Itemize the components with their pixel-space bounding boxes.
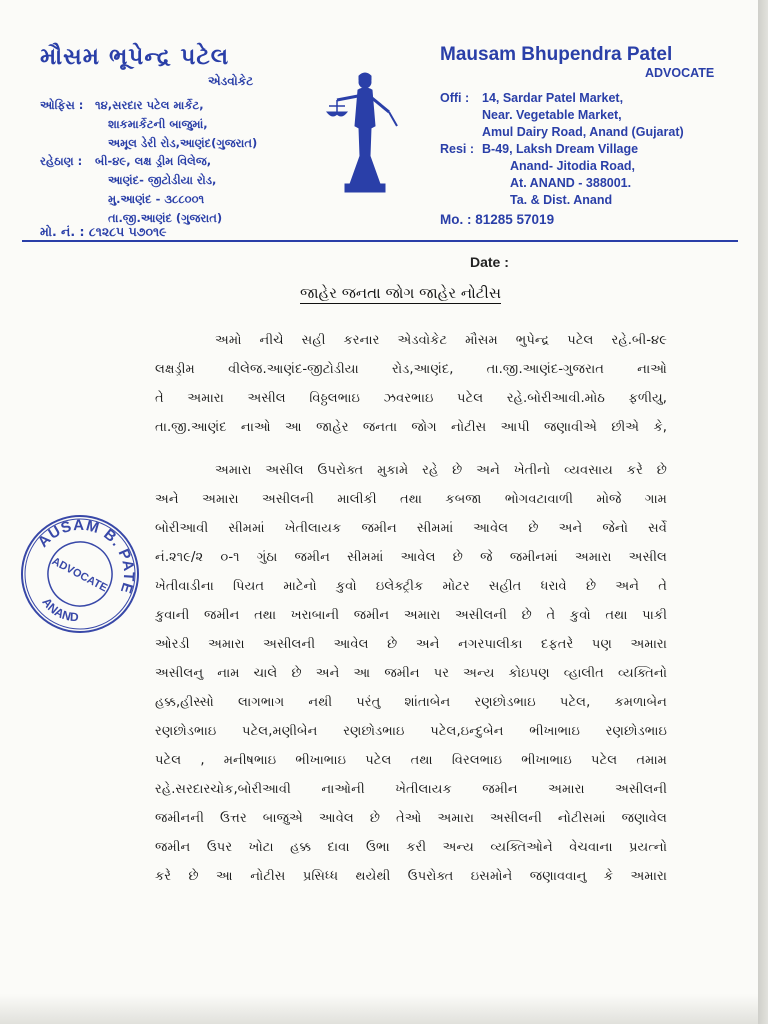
paragraph-line: અને અમારા અસીલની માલીકી તથા કબજા ભોગવટાવાળી મોજે ગામ (155, 492, 667, 507)
residence-label: Resi : (440, 142, 475, 156)
letterhead-office-english (440, 90, 684, 141)
paragraph-line: રણછોડભાઇ પટેલ,મણીબેન રણછોડભાઇ પટેલ,ઇન્દુબેન ભીખાભાઇ રણછોડભાઇ (155, 724, 667, 739)
residence-line: મુ.આણંદ - ૩૮૮૦૦૧ (108, 192, 205, 206)
office-line: ૧૪,સરદાર પટેલ માર્કેટ, (95, 98, 204, 112)
paragraph-line: અસીલનુ નામ ચાલે છે અને આ જમીન પર અન્ય કોઇપણ વ્હાલીત વ્યક્તિનો (155, 666, 667, 681)
svg-text:ADVOCATE: ADVOCATE (49, 555, 110, 595)
paragraph-line: બોરીઆવી સીમમાં ખેતીલાયક જમીન સીમમાં આવેલ છે અને જેનો સર્વે (155, 521, 667, 536)
letterhead-residence-gujarati (40, 152, 222, 228)
advocate-stamp (18, 512, 142, 636)
letterhead-divider (22, 240, 738, 242)
paragraph-line: કુવાની જમીન તથા ખરાબાની જમીન અમારા અસીલની છે તે કુવો તથા પાકી (155, 608, 667, 623)
residence-line: બી-૪૯, લક્ષ ડ્રીમ વિલેજ, (95, 154, 212, 168)
office-line: Near. Vegetable Market, (482, 108, 622, 122)
residence-line: At. ANAND - 388001. (510, 176, 632, 190)
paragraph-line: કરે છે આ નોટીસ પ્રસિધ્ધ થયેથી ઉપરોક્ત ઇસમોને જણાવવાનુ કે અમારા (155, 869, 667, 884)
office-line: Amul Dairy Road, Anand (Gujarat) (482, 125, 684, 139)
lady-justice-icon (325, 66, 405, 194)
date-label: Date : (470, 254, 509, 270)
svg-text:MAUSAM B. PATEL: MAUSAM B. PATEL (34, 516, 138, 597)
paragraph-line: અમો નીચે સહી કરનાર એડવોકેટ મૌસમ ભુપેન્દ્ર પટેલ રહે.બી-૪૯ (215, 333, 667, 348)
paragraph-line: નં.૨૧૯/૨ ૦-૧ ગુંઠા જમીન સીમમાં આવેલ છે જે જમીનમાં અમારા અસીલ (155, 550, 667, 565)
notice-paragraph-2 (155, 456, 667, 891)
letterhead-role-gujarati: એડવોકેટ (208, 74, 254, 88)
letterhead-mobile-english: Mo. : 81285 57019 (440, 212, 555, 227)
residence-line: B-49, Laksh Dream Village (482, 142, 639, 156)
paragraph-line: રહે.સરદારચોક,બોરીઆવી નાઓની ખેતીલાયક જમીન અમારા અસીલની (155, 782, 667, 797)
paragraph-line: લક્ષડ્રીમ વીલેજ.આણંદ-જીટોડીયા રોડ,આણંદ, તા.જી.આણંદ-ગુજરાત નાઓ (155, 362, 667, 377)
page-edge (758, 0, 768, 1024)
paragraph-line: ખેતીવાડીના પિયત માટેનો કુવો ઇલેક્ટ્રીક મોટર સહીત ધરાવે છે અને તે (155, 579, 667, 594)
letterhead-role-english: ADVOCATE (645, 66, 715, 80)
letterhead-name-english: Mausam Bhupendra Patel (440, 44, 673, 65)
paragraph-line: હક્ક,હીસ્સો લાગભાગ નથી પરંતુ શાંતાબેન રણછોડભાઇ પટેલ, કમળાબેન (155, 695, 667, 710)
residence-line: આણંદ- જીટોડીયા રોડ, (108, 173, 217, 187)
residence-line: Ta. & Dist. Anand (510, 193, 613, 207)
residence-label: રહેઠાણ : (40, 154, 83, 168)
office-label: ઓફિસ : (40, 98, 84, 112)
office-line: 14, Sardar Patel Market, (482, 91, 624, 105)
letterhead-office-gujarati (40, 96, 257, 153)
notice-paragraph-1 (155, 326, 667, 442)
paragraph-line: તા.જી.આણંદ નાઓ આ જાહેર જનતા જોગ નોટીસ આપી જણાવીએ છીએ કે, (155, 420, 667, 435)
paragraph-line: પટેલ , મનીષભાઇ ભીખાભાઇ પટેલ તથા વિરલભાઇ ભીખાભાઇ પટેલ તમામ (155, 753, 667, 768)
residence-line: Anand- Jitodia Road, (510, 159, 635, 173)
paragraph-line: અમારા અસીલ ઉપરોક્ત મુકામે રહે છે અને ખેતીનો વ્યવસાય કરે છે (215, 463, 667, 478)
residence-line: તા.જી.આણંદ (ગુજરાત) (108, 211, 223, 225)
paragraph-line: જમીનની ઉત્તર બાજુએ આવેલ છે તેઓ અમારા અસીલની નોટીસમાં જણાવેલ (155, 811, 667, 826)
letterhead-name-gujarati: મૌસમ ભૂપેન્દ્ર પટેલ (40, 44, 230, 70)
letterhead-mobile-gujarati: મો. નં. : ૮૧૨૮૫ ૫૭૦૧૯ (40, 224, 167, 239)
svg-text:ANAND: ANAND (39, 595, 79, 625)
paragraph-line: ઓરડી અમારા અસીલની આવેલ છે અને નગરપાલીકા દફતરે પણ અમારા (155, 637, 667, 652)
office-label: Offi : (440, 91, 470, 105)
paragraph-line: જમીન ઉપર ખોટા હક્ક દાવા ઉભા કરી અન્ય વ્યક્તિઓને વેચવાના પ્રયત્નો (155, 840, 667, 855)
letterhead-residence-english (440, 141, 638, 209)
office-line: શાકમાર્કેટની બાજુમાં, (108, 117, 208, 131)
office-line: અમૂલ ડેરી રોડ,આણંદ(ગુજરાત) (108, 136, 258, 150)
notice-title: જાહેર જનતા જોગ જાહેર નોટીસ (300, 284, 501, 302)
paragraph-line: તે અમારા અસીલ વિઠ્ઠલભાઇ ઝવરભાઇ પટેલ રહે.બોરીઆવી.મોઠ ફળીયુ, (155, 391, 667, 406)
page-shadow (0, 994, 758, 1024)
